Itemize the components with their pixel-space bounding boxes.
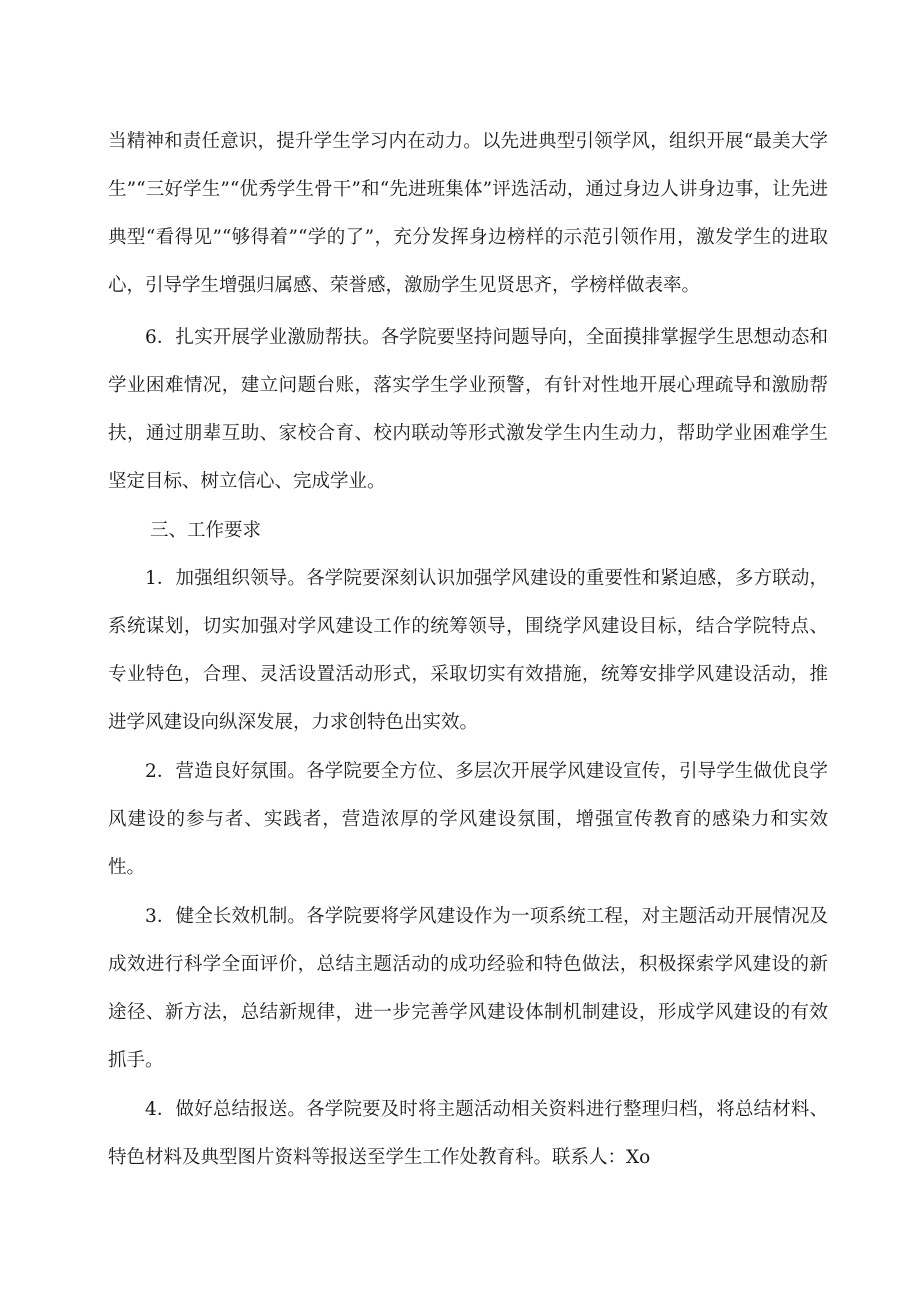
paragraph-item-6: 6．扎实开展学业激励帮扶。各学院要坚持问题导向，全面摸排掌握学生思想动态和学业困难情况，建立问题台账，落实学生学业预警，有针对性地开展心理疏导和激励帮扶，通过朋辈互助、家校合育、校内联动等形式激发学生内生动力，帮助学业困难学生坚定目标、树立信心、完成学业。 bbox=[108, 327, 828, 492]
paragraph-requirement-4: 4．做好总结报送。各学院要及时将主题活动相关资料进行整理归档，将总结材料、特色材料及典型图片资料等报送至学生工作处教育科。联系人：Xo bbox=[108, 1099, 828, 1168]
paragraph-continued: 当精神和责任意识，提升学生学习内在动力。以先进典型引领学风，组织开展“最美大学生”“三好学生”“优秀学生骨干”和“先进班集体”评选活动，通过身边人讲身边事，让先进典型“看得见”“够得着”“学的了”，充分发挥身边榜样的示范引领作用，激发学生的进取心，引导学生增强归属感、荣誉感，激励学生见贤思齐，学榜样做表率。 bbox=[108, 131, 828, 296]
paragraph-requirement-2: 2．营造良好氛围。各学院要全方位、多层次开展学风建设宣传，引导学生做优良学风建设的参与者、实践者，营造浓厚的学风建设氛围，增强宣传教育的感染力和实效性。 bbox=[108, 761, 828, 878]
paragraph-requirement-3: 3．健全长效机制。各学院要将学风建设作为一项系统工程，对主题活动开展情况及成效进行科学全面评价，总结主题活动的成功经验和特色做法，积极探索学风建设的新途径、新方法，总结新规律，进一步完善学风建设体制机制建设，形成学风建设的有效抓手。 bbox=[108, 906, 828, 1071]
section-heading-3: 三、工作要求 bbox=[150, 520, 262, 541]
paragraph-requirement-1: 1．加强组织领导。各学院要深刻认识加强学风建设的重要性和紧迫感，多方联动，系统谋划，切实加强对学风建设工作的统筹领导，围绕学风建设目标，结合学院特点、专业特色，合理、灵活设置活动形式，采取切实有效措施，统筹安排学风建设活动，推进学风建设向纵深发展，力求创特色出实效。 bbox=[108, 568, 828, 733]
